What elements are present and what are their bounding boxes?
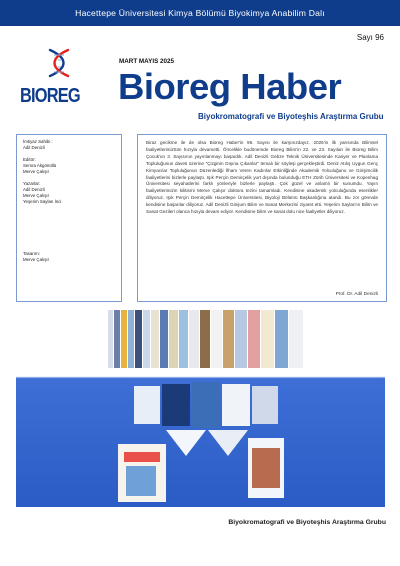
- editor-name: Merve Çalışır: [23, 169, 50, 174]
- owner-group: [23, 139, 53, 151]
- editorial-box: [137, 134, 387, 302]
- owner-label: İmtiyaz Sahibi :: [23, 139, 53, 144]
- issues-collage-image: [16, 306, 385, 507]
- newsletter-title: Bioreg Haber: [118, 66, 342, 107]
- logo-wordmark: BIOREG: [20, 85, 80, 107]
- editorial-signature: Prof. Dr. Adil Denizli: [335, 292, 378, 297]
- writers-group: [23, 181, 61, 205]
- editor-group: [23, 157, 56, 175]
- footer-group-name: Biyokromatografi ve Biyoteşhis Araştırma Grubu: [228, 519, 386, 526]
- editorial-text: Biraz gecikme ile de olsa Bioreg Haber'in 96. Sayısı ile karşınızdayız. 2025'in ilk yarısında Bilimsel faaliyetlerimiztüm hızıyla devametti. Öncelikle budönemde Bioreg Bilim'in 22. ve 23. Sayıları ile Bioreg Bilim Çocuk'un 3. Sayısının yayınlanmayı başardık. Adil Denizli Gebze Teknik Üniversitesinde Kariyer ve Planlama Topluluğunun daveti üzerine "Çizginin Dışına Çıkanlar" temalı bir söyleşi gerçekleştirdi. Deniz Atılış Uygun Genç Kimyacılar Topluluğunun Düzenlediği İlham Veren Kadınlar Etkinliğinde Akademik Yolculuğunu ve Girişimcilik faaliyetlerini bizlerle paylaştı. Işık Perçin Demirçelik yurt dışında bulunduğu ETH Zürih Üniversitesi ve Kopenhag Üniversitesi seyahatlerini farklı yönleriyle bizlerle paylaştı. Çok güzel ve anlamlı bir sunumdu. Yayın faaliyetlerimizin kilitismi Merve Çalışır doktora tezini tamamladı. Kendisine akademik yolculuğunda esenlikler diliyoruz. Işık Perçin Demirçelik Hacettepe Üniversitesi, Biyoloji Bölümü Başkanlığına atandı. Bu zor görevde kendisine başarılar diliyoruz. Adil Denizli Girişum Bilim ve Sanat Merkezini ziyaret etti. Yeşerim Saylan'ın Bilim ve Sanat Gezileri olanca hızıyla devam ediyor. Kendisine bilim ve sanat dolu nice faaliyetler diliyoruz.: [146, 140, 378, 215]
- issue-date: MART MAYIS 2025: [119, 58, 175, 65]
- magazine-row: [108, 310, 303, 368]
- credits-box: [16, 134, 122, 302]
- designer-name: Merve Çalışır: [23, 257, 50, 262]
- editor-label: Editör:: [23, 157, 36, 162]
- writer-name: Merve Çalışır: [23, 193, 50, 198]
- department-name: Hacettepe Üniversitesi Kimya Bölümü Biyokimya Anabilim Dalı: [75, 8, 325, 18]
- editor-name: Semra Akgönüllü: [23, 163, 57, 168]
- design-group: [23, 251, 49, 263]
- issue-number: Sayı 96: [356, 33, 384, 42]
- writer-name: Yeşerim Saylan İnci: [23, 199, 62, 204]
- design-label: Tasarım:: [23, 251, 40, 256]
- owner-name: Adil Denizli: [23, 145, 45, 150]
- writers-label: Yazarlar:: [23, 181, 41, 186]
- writer-name: Adil Denizli: [23, 187, 45, 192]
- newsletter-subtitle: Biyokromatografi ve Biyoteşhis Araştırma Grubu: [198, 112, 384, 121]
